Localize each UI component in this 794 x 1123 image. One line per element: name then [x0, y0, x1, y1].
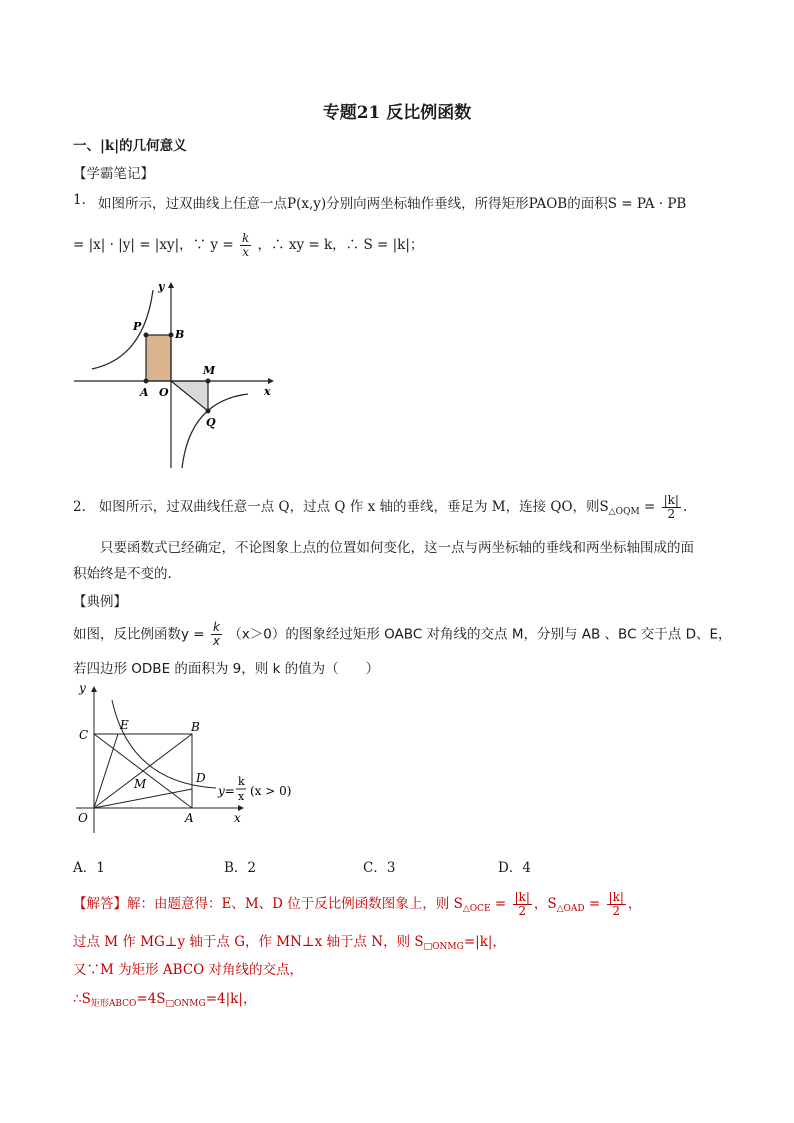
- label-y: y: [79, 681, 86, 695]
- segment-od: [94, 789, 192, 808]
- example-line2: 若四边形 ODBE 的面积为 9，则 k 的值为（ ）: [73, 661, 380, 677]
- func-num: k: [238, 775, 245, 788]
- solution-l1-eq1: =: [490, 896, 507, 913]
- solution-l4-sub1: 矩形ABCO: [90, 999, 137, 1009]
- solution-l2b: =|k|，: [463, 934, 506, 950]
- label-e: E: [120, 718, 129, 732]
- solution-l1a: 解：由题意得：E、M、D 位于反比例函数图象上，则 S: [127, 896, 463, 913]
- item2-text: 如图所示，过双曲线任意一点 Q，过点 Q 作 x 轴的垂线，垂足为 M，连接 QO，则S: [98, 499, 609, 516]
- item2-frac-num: |k|: [663, 493, 679, 507]
- solution-frac1: [513, 891, 532, 918]
- solution-frac2: [607, 891, 626, 918]
- x-axis-arrow: [268, 378, 274, 384]
- example-header: 【典例】: [73, 594, 127, 610]
- segment-oe: [94, 734, 118, 808]
- para-line2: 积始终是不变的.: [73, 566, 172, 582]
- solution-line1: [73, 891, 641, 918]
- label-a: A: [185, 811, 194, 825]
- label-o: O: [78, 811, 88, 825]
- solution-l4a: ∴S: [73, 991, 91, 1007]
- solution-l4b: =4S: [136, 991, 166, 1007]
- example-l1a: 如图，反比例函数y =: [73, 626, 205, 643]
- example-fraction: [211, 621, 222, 648]
- rect-paob: [146, 335, 171, 381]
- figure-rectangle-hyperbola: [70, 678, 300, 838]
- hyperbola-branch-left: [92, 290, 153, 369]
- option-b[interactable]: B．2: [224, 860, 257, 876]
- label-b: B: [175, 328, 185, 341]
- solution-l1-mid: ，S: [533, 896, 557, 913]
- example-frac-den: x: [212, 634, 220, 649]
- solution-line2: [73, 930, 506, 952]
- point-p: [144, 333, 149, 338]
- option-a[interactable]: A．1: [73, 860, 105, 876]
- label-y: y: [158, 280, 165, 293]
- y-axis-arrow: [91, 686, 97, 692]
- label-o: O: [159, 386, 169, 399]
- option-c[interactable]: C．3: [363, 860, 396, 876]
- item2-end: .: [682, 499, 688, 516]
- point-q: [206, 409, 211, 414]
- item2-fraction: [662, 494, 681, 521]
- point-a: [144, 379, 149, 384]
- solution-tag: 【解答】: [73, 896, 127, 913]
- solution-line4: [73, 987, 256, 1009]
- solution-frac2-den: 2: [612, 904, 621, 919]
- item1-number: 1.: [73, 192, 86, 208]
- func-lhs: y=: [218, 784, 235, 798]
- y-axis-arrow: [168, 282, 174, 288]
- label-q: Q: [206, 416, 216, 429]
- item2-number: 2.: [73, 499, 86, 516]
- solution-l4-sub2: □ONMG: [165, 999, 206, 1009]
- example-line1: [73, 621, 732, 648]
- note-header: 【学霸笔记】: [73, 166, 154, 182]
- solution-l1-sub2: △OAD: [556, 904, 585, 915]
- triangle-oqm: [171, 381, 208, 411]
- item2-eq: =: [643, 499, 656, 516]
- solution-l1-end: ，: [627, 896, 642, 913]
- example-l1b: （x＞0）的图象经过矩形 OABC 对角线的交点 M，分别与 AB 、BC 交于点 D、E，: [228, 626, 732, 643]
- label-d: D: [196, 771, 206, 785]
- item2: [73, 494, 687, 521]
- item2-sub: △OQM: [608, 507, 640, 518]
- example-frac-num: k: [211, 621, 222, 635]
- point-m: [206, 379, 211, 384]
- solution-frac1-den: 2: [518, 904, 527, 919]
- label-m: M: [134, 777, 147, 791]
- item1-fraction: [240, 232, 251, 259]
- option-d[interactable]: D．4: [498, 860, 531, 876]
- label-p: P: [133, 320, 142, 333]
- point-b: [169, 333, 174, 338]
- item1-line1: 如图所示，过双曲线上任意一点P(x,y)分别向两坐标轴作垂线，所得矩形PAOB的面积S = PA · PB: [98, 196, 687, 212]
- func-cond: (x > 0): [250, 784, 292, 798]
- label-a: A: [140, 386, 149, 399]
- label-b: B: [191, 720, 200, 734]
- item2-frac-den: 2: [667, 507, 676, 522]
- solution-line3: 又∵M 为矩形 ABCO 对角线的交点，: [73, 962, 304, 978]
- item1-frac-den: x: [242, 245, 249, 260]
- item1-frac-num: k: [241, 231, 250, 245]
- solution-l2a: 过点 M 作 MG⊥y 轴于点 G，作 MN⊥x 轴于点 N，则 S: [73, 934, 424, 950]
- solution-l1-eq2: =: [584, 896, 601, 913]
- item1-line2-a: = |x| · |y| = |xy|，∵ y =: [73, 237, 234, 254]
- solution-frac1-num: |k|: [514, 890, 530, 904]
- para-line1: 只要函数式已经确定，不论图象上点的位置如何变化，这一点与两坐标轴的垂线和两坐标轴围成的面: [100, 540, 694, 556]
- func-den: x: [238, 790, 245, 803]
- label-m: M: [203, 364, 216, 377]
- label-x: x: [234, 811, 241, 825]
- label-c: C: [79, 728, 89, 742]
- label-x: x: [264, 385, 271, 398]
- item1-line2: [73, 232, 423, 259]
- item1-line2-b: ，∴ xy = k，∴ S = |k|；: [257, 237, 424, 254]
- section-heading: 一、|k|的几何意义: [73, 138, 187, 154]
- figure-hyperbola-1: [70, 278, 280, 473]
- hyperbola-branch-right: [182, 394, 248, 468]
- solution-l1-sub1: △OCE: [462, 904, 491, 915]
- solution-frac2-num: |k|: [608, 890, 624, 904]
- solution-l4c: =4|k|，: [205, 991, 257, 1007]
- solution-l2-sub: □ONMG: [423, 942, 464, 952]
- page-title: 专题21 反比例函数: [322, 103, 472, 123]
